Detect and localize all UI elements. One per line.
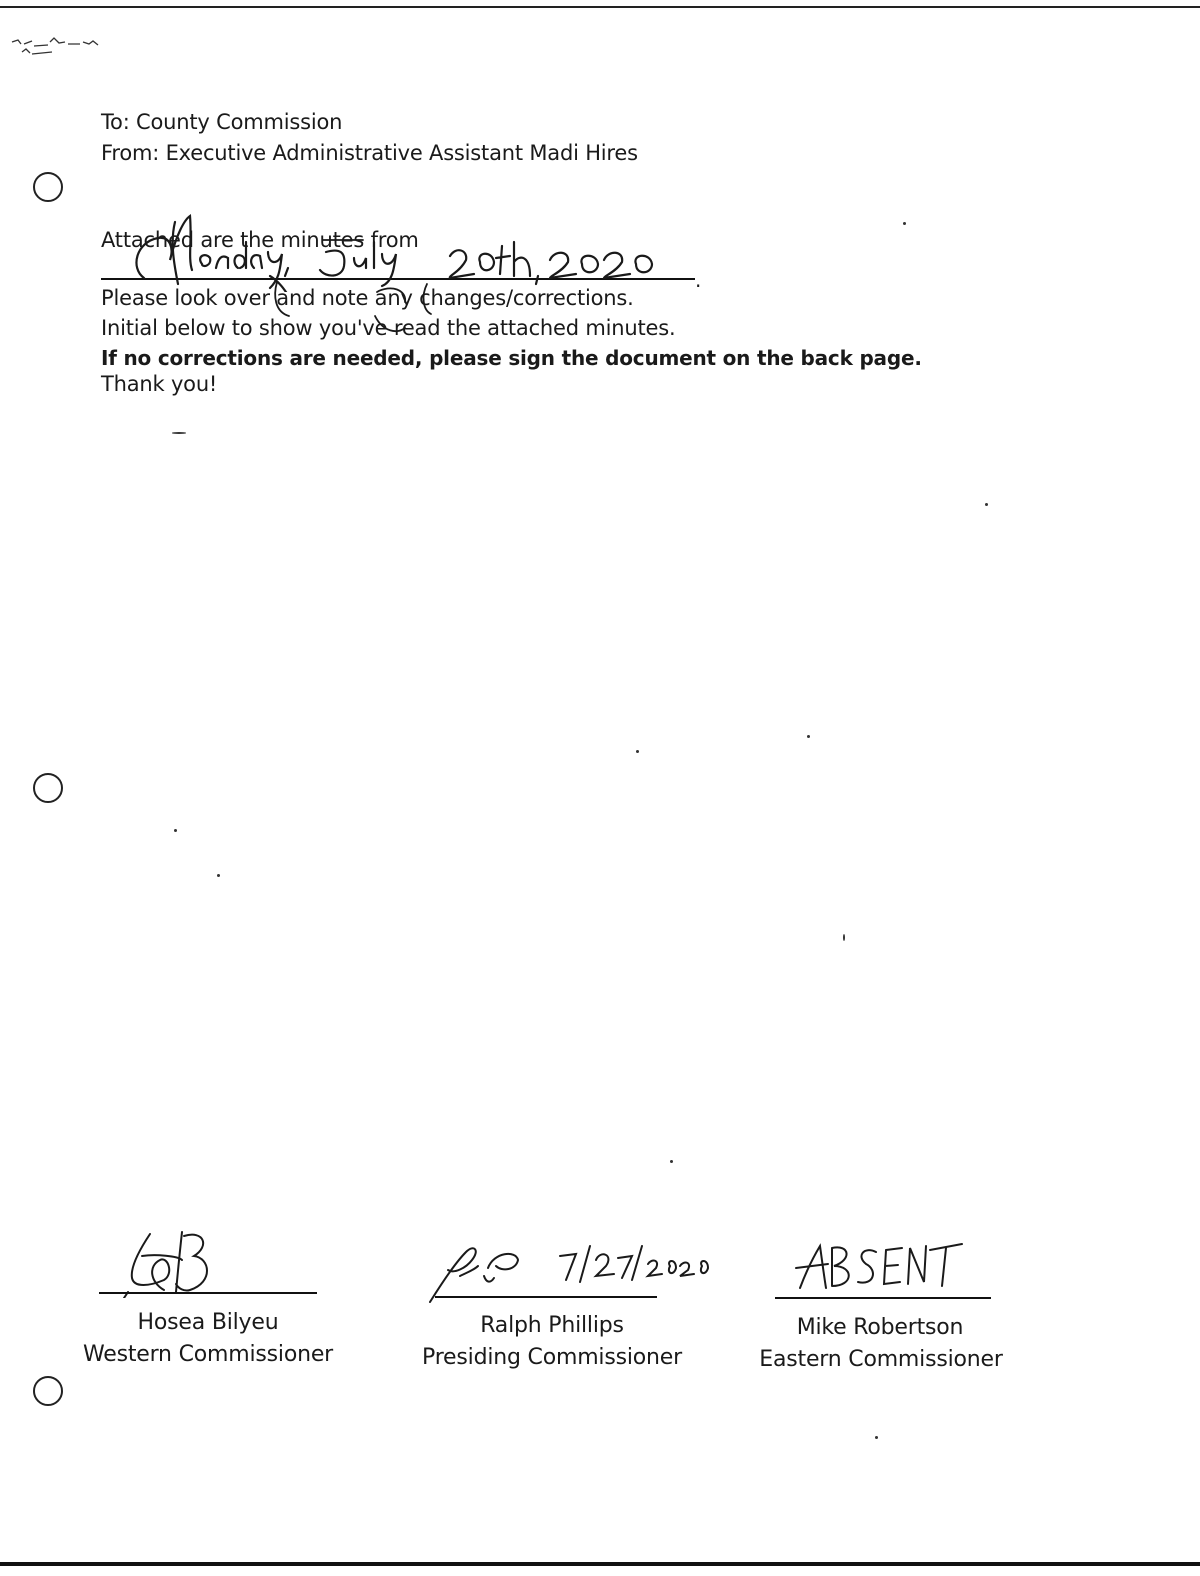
binder-hole-bottom <box>33 1376 63 1406</box>
commissioner-name: Mike Robertson <box>796 1315 964 1340</box>
memo-sign-instruction: If no corrections are needed, please sign the document on the back page. <box>101 346 922 370</box>
signature-line-presiding <box>435 1296 657 1298</box>
memo-thanks: Thank you! <box>101 372 218 396</box>
scan-speck <box>903 222 906 225</box>
memo-initial-line: Initial below to show you've read the attached minutes. <box>101 316 676 340</box>
scan-speck <box>875 1436 878 1439</box>
binder-hole-top <box>33 172 63 202</box>
scan-speck <box>670 1160 673 1163</box>
scan-speck <box>217 874 220 877</box>
scan-speck <box>636 750 639 753</box>
signature-hosea-bilyeu <box>120 1226 230 1298</box>
commissioner-title: Presiding Commissioner <box>422 1345 682 1370</box>
memo-review-line: Please look over and note any changes/corrections. <box>101 286 634 310</box>
scan-top-edge <box>0 6 1200 8</box>
memo-from: From: Executive Administrative Assistant Madi Hires <box>101 141 638 165</box>
signature-line-western <box>99 1292 317 1294</box>
commissioner-name: Ralph Phillips <box>480 1313 624 1338</box>
signature-absent-mark <box>792 1238 967 1296</box>
scan-speck <box>174 829 177 832</box>
commissioner-title: Western Commissioner <box>82 1342 334 1367</box>
scan-speck <box>843 934 845 941</box>
date-line-period: . <box>695 268 702 292</box>
scan-speck <box>807 735 810 738</box>
commissioner-title: Eastern Commissioner <box>759 1347 1003 1372</box>
scan-speck <box>172 432 186 434</box>
memo-attached-line: Attached are the minutes from <box>101 228 419 252</box>
signature-line-eastern <box>775 1297 991 1299</box>
memo-to: To: County Commission <box>101 110 343 134</box>
commissioner-name: Hosea Bilyeu <box>137 1310 279 1335</box>
scan-artifact-mark <box>8 34 108 64</box>
scan-bottom-edge <box>0 1562 1200 1566</box>
binder-hole-middle <box>33 773 63 803</box>
scan-speck <box>985 503 988 506</box>
